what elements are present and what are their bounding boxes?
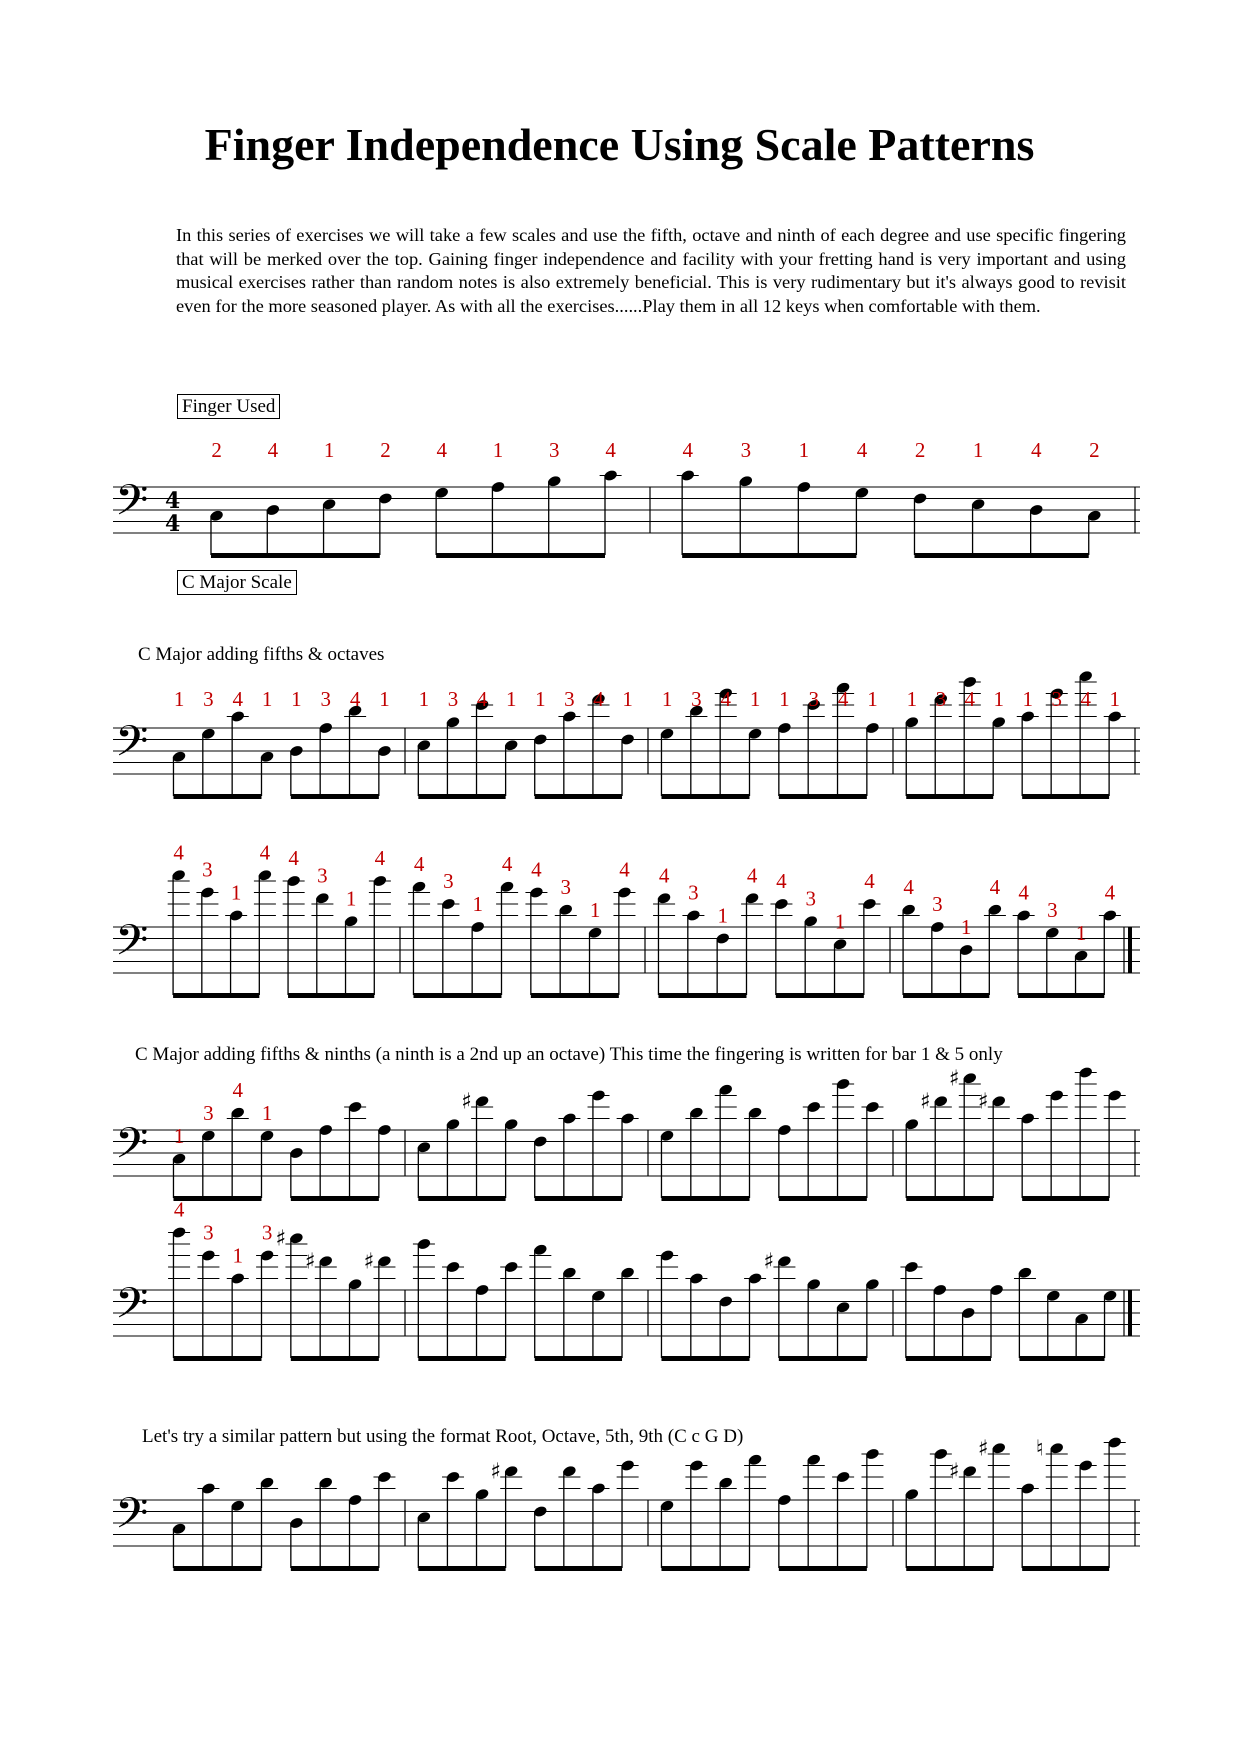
- finger-number: 4: [173, 840, 184, 865]
- beam: [1022, 1566, 1109, 1571]
- finger-number: 3: [203, 1100, 214, 1125]
- time-signature-bottom: 4: [165, 511, 181, 537]
- finger-number: 1: [906, 687, 918, 711]
- finger-number: 1: [1022, 687, 1034, 711]
- finger-number: 1: [1109, 687, 1120, 711]
- beam: [1019, 1356, 1104, 1361]
- beam: [1018, 993, 1104, 998]
- heading-root-octave: Let's try a similar pattern but using the format Root, Octave, 5th, 9th (C c G D): [142, 1426, 744, 1447]
- beam: [661, 1356, 749, 1361]
- bass-clef-icon: 𝄢: [115, 1119, 149, 1179]
- finger-number: 4: [720, 687, 732, 711]
- finger-number: 1: [960, 915, 972, 939]
- beam: [418, 1356, 505, 1361]
- finger-number: 2: [914, 438, 926, 462]
- finger-number: 3: [549, 438, 560, 462]
- finger-number: 1: [535, 687, 546, 711]
- finger-number: 3: [203, 1220, 214, 1245]
- finger-number: 4: [593, 687, 604, 711]
- finger-number: 3: [691, 687, 702, 711]
- beam: [779, 1566, 867, 1571]
- bass-clef-icon: 𝄢: [115, 717, 149, 777]
- finger-number: 1: [379, 687, 390, 711]
- staff-ninth1: [113, 1066, 1140, 1201]
- beam: [291, 794, 379, 799]
- finger-number: 1: [261, 1100, 273, 1125]
- finger-number: 2: [1089, 438, 1100, 462]
- beam: [531, 993, 619, 998]
- finger-number: 1: [173, 687, 185, 711]
- finger-number: 1: [472, 892, 484, 916]
- sharp-icon: ♯: [977, 1089, 989, 1115]
- beam: [535, 794, 622, 799]
- finger-number: 4: [476, 687, 488, 711]
- beam: [906, 1566, 993, 1571]
- beam: [535, 1356, 622, 1361]
- finger-number: 4: [682, 438, 694, 462]
- beam: [173, 993, 259, 998]
- finger-number: 4: [1104, 880, 1116, 905]
- finger-number: 4: [619, 857, 630, 882]
- finger-number: 1: [345, 886, 357, 911]
- finger-number: 1: [661, 687, 673, 711]
- finger-number: 1: [505, 687, 517, 711]
- beam: [779, 1196, 867, 1201]
- bass-clef-icon: 𝄢: [115, 1279, 149, 1339]
- finger-number: 4: [259, 840, 271, 865]
- finger-number: 4: [1018, 880, 1029, 905]
- finger-number: 3: [688, 880, 699, 905]
- beam: [906, 1196, 993, 1201]
- finger-number: 2: [211, 438, 222, 462]
- finger-number: 3: [564, 687, 575, 711]
- intro-paragraph: In this series of exercises we will take a few scales and use the fifth, octave and ninth of each degree and use specific fingering that will be merked over the top. Gaining finger independence and facility with your fretting hand is very important and using musical exercises rather than random notes is also extremely beneficial. This is very rudimentary but it's always good to revisit even for the more seasoned player. As with all the exercises......Play them in all 12 keys when comfortable with them.: [176, 225, 1126, 316]
- sharp-icon: ♯: [763, 1249, 775, 1275]
- finger-number: 4: [989, 874, 1001, 899]
- beam: [682, 553, 856, 558]
- finger-number: 1: [492, 438, 504, 462]
- beam: [906, 1356, 991, 1361]
- finger-number: 3: [808, 687, 820, 711]
- finger-number: 4: [776, 869, 787, 893]
- sharp-icon: ♯: [948, 1459, 960, 1485]
- beam: [535, 1566, 622, 1571]
- finger-number: 1: [834, 909, 846, 934]
- finger-number: 3: [740, 438, 752, 462]
- beam: [173, 794, 261, 799]
- sharp-icon: ♯: [304, 1249, 316, 1275]
- sharp-icon: ♯: [490, 1459, 501, 1485]
- bass-clef-icon: 𝄢: [115, 1489, 149, 1549]
- sharp-icon: ♯: [919, 1089, 931, 1115]
- finger-number: 1: [1075, 920, 1087, 945]
- finger-number: 4: [349, 687, 361, 711]
- beam: [291, 1566, 379, 1571]
- beam: [903, 993, 989, 998]
- beam: [173, 1356, 261, 1361]
- beam: [291, 1196, 379, 1201]
- staff-ninth2: [113, 1198, 1140, 1362]
- finger-number: 3: [203, 687, 214, 711]
- finger-number: 1: [779, 687, 790, 711]
- beam: [779, 794, 867, 799]
- finger-number: 1: [972, 438, 984, 462]
- finger-number: 4: [837, 687, 849, 711]
- finger-number: 4: [531, 857, 542, 882]
- beam: [779, 1356, 867, 1361]
- finger-number: 1: [589, 897, 601, 922]
- finger-number: 1: [993, 687, 1005, 711]
- beam: [291, 1356, 379, 1361]
- beam: [173, 1196, 261, 1201]
- finger-number: 1: [717, 903, 729, 928]
- sharp-icon: ♯: [461, 1089, 472, 1115]
- finger-number: 4: [746, 863, 758, 888]
- beam: [418, 1566, 505, 1571]
- finger-number: 4: [605, 438, 616, 462]
- beam: [173, 1566, 261, 1571]
- finger-number: 4: [413, 851, 425, 876]
- finger-number: 3: [317, 863, 328, 888]
- finger-number: 3: [320, 687, 332, 711]
- beam: [1022, 794, 1109, 799]
- heading-fifths-ninths: C Major adding fifths & ninths (a ninth is a 2nd up an octave) This time the fingering is written for bar 1 & 5 only: [135, 1044, 1003, 1065]
- finger-number: 1: [749, 687, 761, 711]
- finger-number: 4: [864, 869, 875, 893]
- finger-number: 3: [1047, 897, 1058, 922]
- finger-number: 3: [935, 687, 947, 711]
- beam: [436, 553, 605, 558]
- time-signature-top: 4: [165, 488, 181, 514]
- beam: [413, 993, 501, 998]
- finger-number: 1: [261, 687, 273, 711]
- beam: [658, 993, 746, 998]
- finger-number: 4: [903, 874, 914, 899]
- finger-number: 4: [232, 1077, 244, 1102]
- finger-number: 4: [288, 846, 299, 870]
- finger-number: 3: [202, 857, 213, 882]
- finger-number: 4: [501, 851, 513, 876]
- sharp-icon: ♯: [363, 1249, 375, 1275]
- finger-number: 1: [230, 880, 242, 905]
- beam: [418, 1196, 505, 1201]
- finger-number: 3: [443, 869, 454, 893]
- beam: [418, 794, 505, 799]
- finger-number: 1: [232, 1243, 244, 1268]
- finger-number: 4: [1031, 438, 1042, 462]
- finger-used-label: Finger Used: [177, 394, 280, 419]
- staff-scale: [113, 438, 1140, 558]
- bass-clef-icon: 𝄢: [115, 476, 149, 536]
- finger-number: 4: [1080, 687, 1091, 711]
- beam: [288, 993, 374, 998]
- finger-number: 1: [323, 438, 335, 462]
- finger-number: 4: [658, 863, 670, 888]
- page-title: Finger Independence Using Scale Patterns: [204, 119, 1035, 170]
- natural-icon: ♮: [1035, 1436, 1044, 1462]
- staff-oct2: [113, 840, 1140, 998]
- finger-number: 3: [1051, 687, 1062, 711]
- beam: [1022, 1196, 1109, 1201]
- finger-number: 3: [261, 1220, 273, 1245]
- finger-number: 3: [447, 687, 459, 711]
- finger-number: 1: [622, 687, 633, 711]
- beam: [661, 1566, 749, 1571]
- sharp-icon: ♯: [977, 1436, 989, 1462]
- finger-number: 4: [436, 438, 447, 462]
- finger-number: 1: [798, 438, 810, 462]
- c-major-scale-label: C Major Scale: [177, 570, 297, 595]
- beam: [914, 553, 1088, 558]
- beam: [906, 794, 993, 799]
- beam: [661, 794, 749, 799]
- finger-number: 1: [418, 687, 430, 711]
- staff-oct1: [113, 670, 1140, 799]
- finger-number: 4: [964, 687, 976, 711]
- finger-number: 1: [867, 687, 878, 711]
- finger-number: 4: [374, 846, 386, 870]
- beam: [661, 1196, 749, 1201]
- sharp-icon: ♯: [275, 1226, 287, 1252]
- finger-number: 3: [560, 874, 572, 899]
- sharp-icon: ♯: [948, 1066, 960, 1092]
- beam: [776, 993, 864, 998]
- staff-rocg: [113, 1436, 1140, 1571]
- finger-number: 3: [932, 892, 943, 916]
- finger-number: 4: [232, 687, 244, 711]
- finger-number: 4: [856, 438, 868, 462]
- finger-number: 1: [173, 1123, 185, 1148]
- finger-number: 2: [380, 438, 391, 462]
- heading-fifths-octaves: C Major adding fifths & octaves: [138, 644, 385, 665]
- finger-number: 4: [267, 438, 279, 462]
- finger-number: 1: [291, 687, 302, 711]
- finger-number: 4: [173, 1197, 185, 1222]
- finger-number: 3: [805, 886, 817, 911]
- bass-clef-icon: 𝄢: [115, 916, 149, 976]
- beam: [211, 553, 380, 558]
- beam: [535, 1196, 622, 1201]
